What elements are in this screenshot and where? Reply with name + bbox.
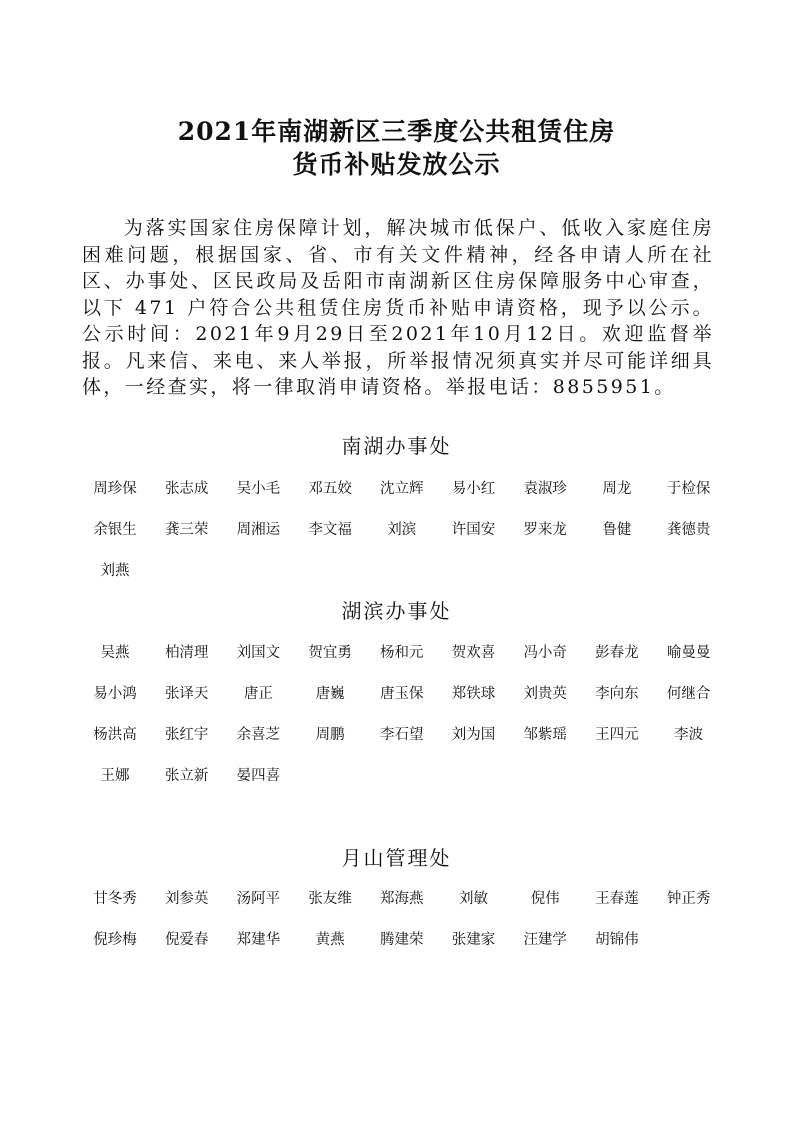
name-entry: 唐正: [243, 686, 273, 702]
name-entry: 张友维: [308, 891, 352, 907]
name-entry: 周鹏: [315, 727, 345, 743]
name-entry: 周湘运: [236, 522, 281, 538]
name-entry: 张译天: [164, 686, 209, 702]
name-entry: 刘国文: [236, 645, 281, 661]
name-entry: 邹紫瑶: [523, 727, 567, 743]
name-entry: 邓五姣: [308, 481, 352, 497]
name-entry: 晏四喜: [236, 768, 281, 784]
name-entry: 倪爱春: [164, 932, 209, 948]
name-entry: 钟正秀: [666, 891, 711, 907]
document-title-line2: 货币补贴发放公示: [292, 150, 501, 179]
name-entry: 刘为国: [451, 727, 496, 743]
section-heading-yueshan: 月山管理处: [341, 846, 452, 870]
name-entry: 倪珍梅: [93, 932, 137, 948]
name-entry: 张志成: [164, 481, 209, 497]
name-entry: 郑海燕: [380, 891, 424, 907]
name-entry: 唐玉保: [380, 686, 424, 702]
name-entry: 李石望: [380, 727, 424, 743]
name-entry: 冯小奇: [523, 645, 567, 661]
name-entry: 倪伟: [530, 891, 560, 907]
name-entry: 许国安: [451, 522, 496, 538]
name-entry: 吴小毛: [236, 481, 281, 497]
name-entry: 王四元: [595, 727, 639, 743]
name-entry: 黄燕: [315, 932, 345, 948]
name-entry: 郑铁球: [451, 686, 496, 702]
name-entry: 刘参英: [164, 891, 209, 907]
name-entry: 王春莲: [595, 891, 639, 907]
name-entry: 杨和元: [380, 645, 424, 661]
name-entry: 周龙: [602, 481, 632, 497]
name-entry: 郑建华: [236, 932, 281, 948]
section-heading-hubin: 湖滨办事处: [341, 599, 452, 623]
name-entry: 李波: [674, 727, 704, 743]
name-entry: 甘冬秀: [93, 891, 137, 907]
name-entry: 贺宜勇: [308, 645, 352, 661]
intro-paragraph: 为落实国家住房保障计划，解决城市低保户、低收入家庭住房困难问题，根据国家、省、市有关文件精神，经各申请人所在社区、办事处、区民政局及岳阳市南湖新区住房保障服务中心审查，以下 471 户符合公共租赁住房货币补贴申请资格，现予以公示。公示时间：2021年9月29日至2021年10月12日。欢迎监督举报。凡来信、来电、来人举报，所举报情况须真实并尽可能详细具体，一经查实，将一律取消申请资格。举报电话：8855951。: [82, 217, 714, 398]
name-entry: 袁淑珍: [523, 481, 567, 497]
name-entry: 柏清理: [164, 645, 209, 661]
name-entry: 吴燕: [100, 645, 130, 661]
name-entry: 何继合: [666, 686, 711, 702]
name-entry: 刘贵英: [523, 686, 567, 702]
name-entry: 喻曼曼: [666, 645, 711, 661]
name-entry: 贺欢喜: [451, 645, 496, 661]
name-entry: 罗来龙: [523, 522, 567, 538]
name-entry: 刘滨: [387, 522, 417, 538]
name-entry: 于检保: [666, 481, 711, 497]
name-entry: 余喜芝: [236, 727, 281, 743]
name-entry: 唐巍: [315, 686, 345, 702]
name-entry: 鲁健: [602, 522, 632, 538]
name-entry: 腾建荣: [380, 932, 424, 948]
name-entry: 龚三荣: [164, 522, 209, 538]
name-entry: 沈立辉: [380, 481, 424, 497]
name-entry: 张红宇: [164, 727, 209, 743]
name-entry: 易小红: [451, 481, 496, 497]
name-entry: 汪建学: [523, 932, 567, 948]
section-heading-nanhu: 南湖办事处: [341, 434, 452, 458]
name-entry: 彭春龙: [595, 645, 639, 661]
name-entry: 刘燕: [100, 563, 130, 579]
name-entry: 余银生: [93, 522, 137, 538]
name-entry: 张立新: [164, 768, 209, 784]
name-entry: 李文福: [308, 522, 352, 538]
name-entry: 周珍保: [93, 481, 137, 497]
name-entry: 龚德贵: [666, 522, 711, 538]
name-entry: 张建家: [451, 932, 496, 948]
name-entry: 汤阿平: [236, 891, 281, 907]
document-title-line1: 2021年南湖新区三季度公共租赁住房: [177, 117, 616, 146]
name-entry: 李向东: [595, 686, 639, 702]
name-entry: 胡锦伟: [595, 932, 639, 948]
name-entry: 刘敏: [459, 891, 488, 907]
name-entry: 易小鸿: [93, 686, 137, 702]
name-entry: 王娜: [100, 768, 130, 784]
name-entry: 杨洪高: [93, 727, 137, 743]
